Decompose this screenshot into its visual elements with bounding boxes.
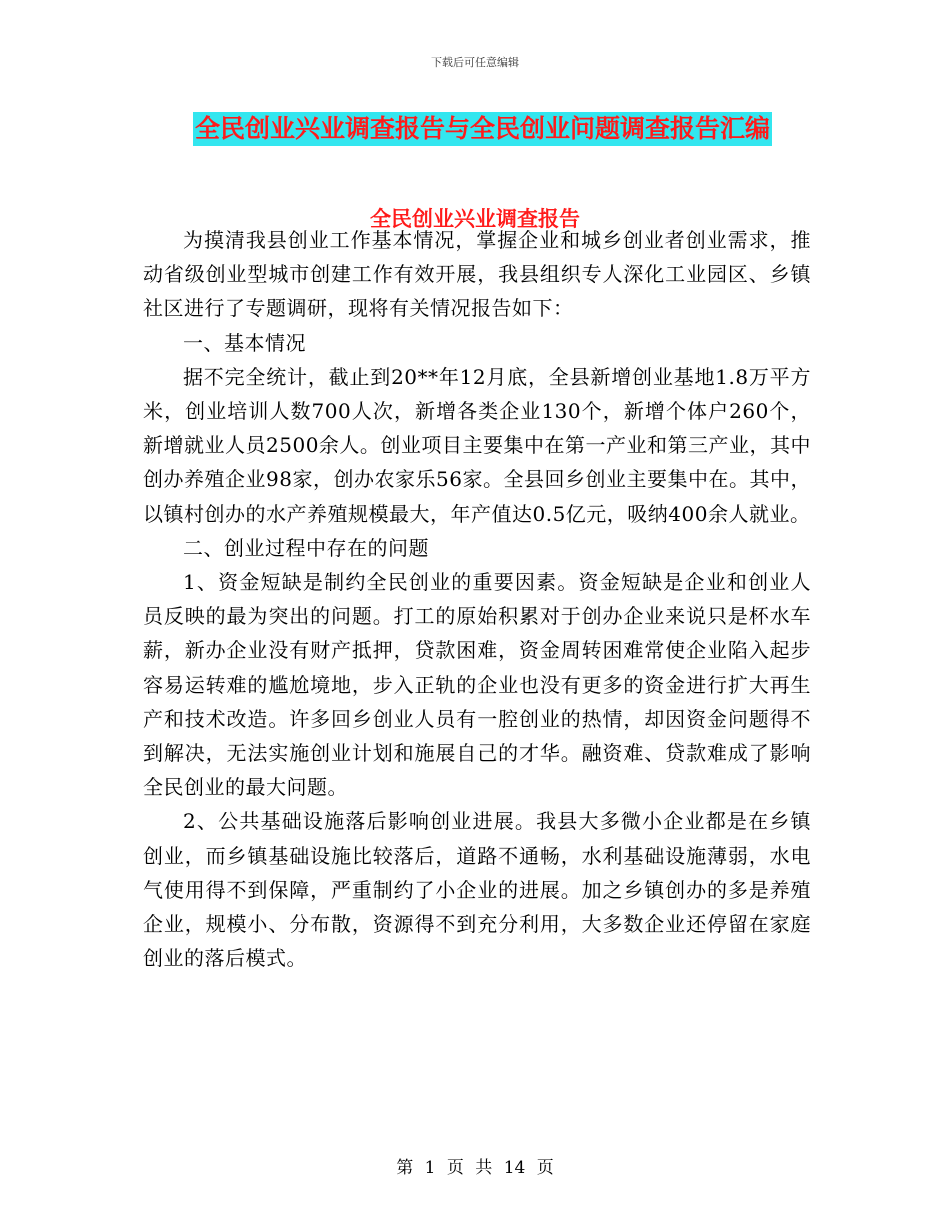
document-sub-title: 全民创业兴业调查报告 bbox=[370, 207, 580, 231]
section-heading-basic: 一、基本情况 bbox=[183, 330, 306, 355]
document-body bbox=[143, 223, 811, 975]
paragraph-intro: 为摸清我县创业工作基本情况，掌握企业和城乡创业者创业需求，推动省级创业型城市创建工作有效开展，我县组织专人深化工业园区、乡镇社区进行了专题调研，现将有关情况报告如下： bbox=[143, 228, 811, 321]
paragraph-problem-infrastructure: 2、公共基础设施落后影响创业进展。我县大多微小企业都是在乡镇创业，而乡镇基础设施比较落后，道路不通畅，水利基础设施薄弱，水电气使用得不到保障，严重制约了小企业的进展。加之乡镇创办的多是养殖企业，规模小、分布散，资源得不到充分利用，大多数企业还停留在家庭创业的落后模式。 bbox=[143, 809, 811, 971]
page-footer: 第 1 页 共 14 页 bbox=[396, 1158, 554, 1178]
paragraph-problem-funding: 1、资金短缺是制约全民创业的重要因素。资金短缺是企业和创业人员反映的最为突出的问题。打工的原始积累对于创办企业来说只是杯水车薪，新办企业没有财产抵押，贷款困难，资金周转困难常使企业陷入起步容易运转难的尴尬境地，步入正轨的企业也没有更多的资金进行扩大再生产和技术改造。许多回乡创业人员有一腔创业的热情，却因资金问题得不到解决，无法实施创业计划和施展自己的才华。融资难、贷款难成了影响全民创业的最大问题。 bbox=[143, 570, 811, 800]
document-main-title: 全民创业兴业调查报告与全民创业问题调查报告汇编 bbox=[193, 112, 772, 146]
page-header-note: 下载后可任意编辑 bbox=[431, 56, 519, 69]
section-heading-problems: 二、创业过程中存在的问题 bbox=[183, 535, 429, 560]
paragraph-statistics: 据不完全统计，截止到20**年12月底，全县新增创业基地1.8万平方米，创业培训人数700人次，新增各类企业130个，新增个体户260个，新增就业人员2500余人。创业项目主要集中在第一产业和第三产业，其中创办养殖企业98家，创办农家乐56家。全县回乡创业主要集中在。其中，以镇村创办的水产养殖规模最大，年产值达0.5亿元，吸纳400余人就业。 bbox=[143, 364, 811, 526]
